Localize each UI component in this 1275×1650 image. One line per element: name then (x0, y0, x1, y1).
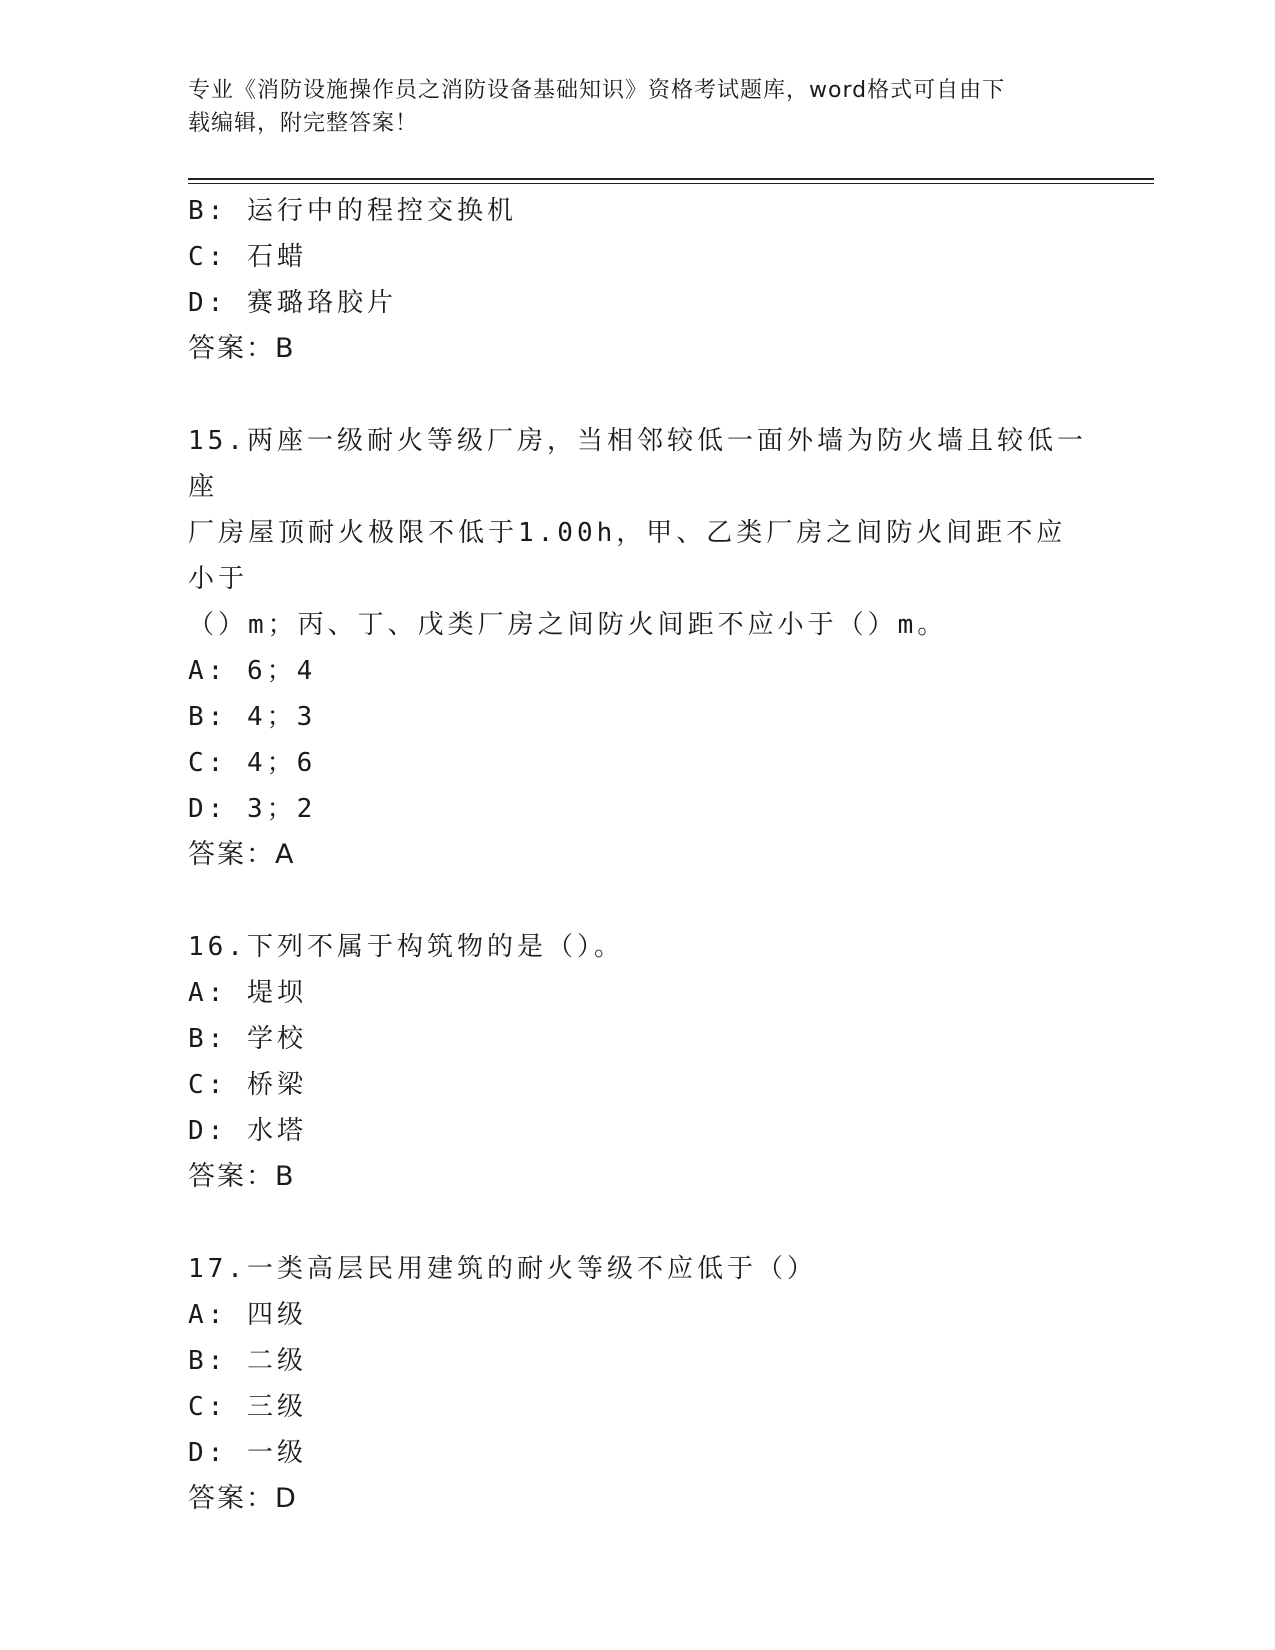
option-c: C: 三级 (188, 1392, 307, 1422)
answer-line: 答案：B (188, 333, 296, 364)
question-list (188, 188, 1088, 1522)
question-16 (188, 924, 1088, 1200)
option-b: B: 4；3 (188, 702, 317, 732)
question-15 (188, 418, 1088, 878)
document-header (188, 74, 1088, 140)
option-a: A: 6；4 (188, 656, 317, 686)
option-d: D: 赛璐珞胶片 (188, 288, 397, 318)
option-a: A: 四级 (188, 1300, 307, 1330)
option-c: C: 4；6 (188, 748, 317, 778)
question-17 (188, 1246, 1088, 1522)
header-rule-thin (188, 183, 1154, 184)
answer-line: 答案：B (188, 1161, 296, 1192)
header-line-2: 载编辑，附完整答案！ (188, 111, 419, 136)
question-stem-line-3: （）m；丙、丁、戊类厂房之间防火间距不应小于（）m。 (188, 610, 948, 640)
question-stem: 17.一类高层民用建筑的耐火等级不应低于（） (188, 1254, 817, 1284)
header-rule-thick (188, 178, 1154, 180)
header-line-1: 专业《消防设施操作员之消防设备基础知识》资格考试题库，word格式可自由下 (188, 78, 1006, 103)
option-c: C: 桥梁 (188, 1070, 307, 1100)
option-b: B: 运行中的程控交换机 (188, 196, 517, 226)
question-stem: 16.下列不属于构筑物的是（）。 (188, 932, 624, 962)
option-c: C: 石蜡 (188, 242, 307, 272)
option-b: B: 学校 (188, 1024, 307, 1054)
question-stem-line-1: 15.两座一级耐火等级厂房，当相邻较低一面外墙为防火墙且较低一座 (188, 426, 1087, 502)
option-d: D: 3；2 (188, 794, 317, 824)
option-d: D: 一级 (188, 1438, 307, 1468)
option-d: D: 水塔 (188, 1116, 307, 1146)
option-a: A: 堤坝 (188, 978, 307, 1008)
answer-line: 答案：A (188, 839, 296, 870)
question-14-continued (188, 188, 1088, 372)
question-stem-line-2: 厂房屋顶耐火极限不低于1.00h，甲、乙类厂房之间防火间距不应小于 (188, 518, 1067, 594)
option-b: B: 二级 (188, 1346, 307, 1376)
answer-line: 答案：D (188, 1483, 298, 1514)
